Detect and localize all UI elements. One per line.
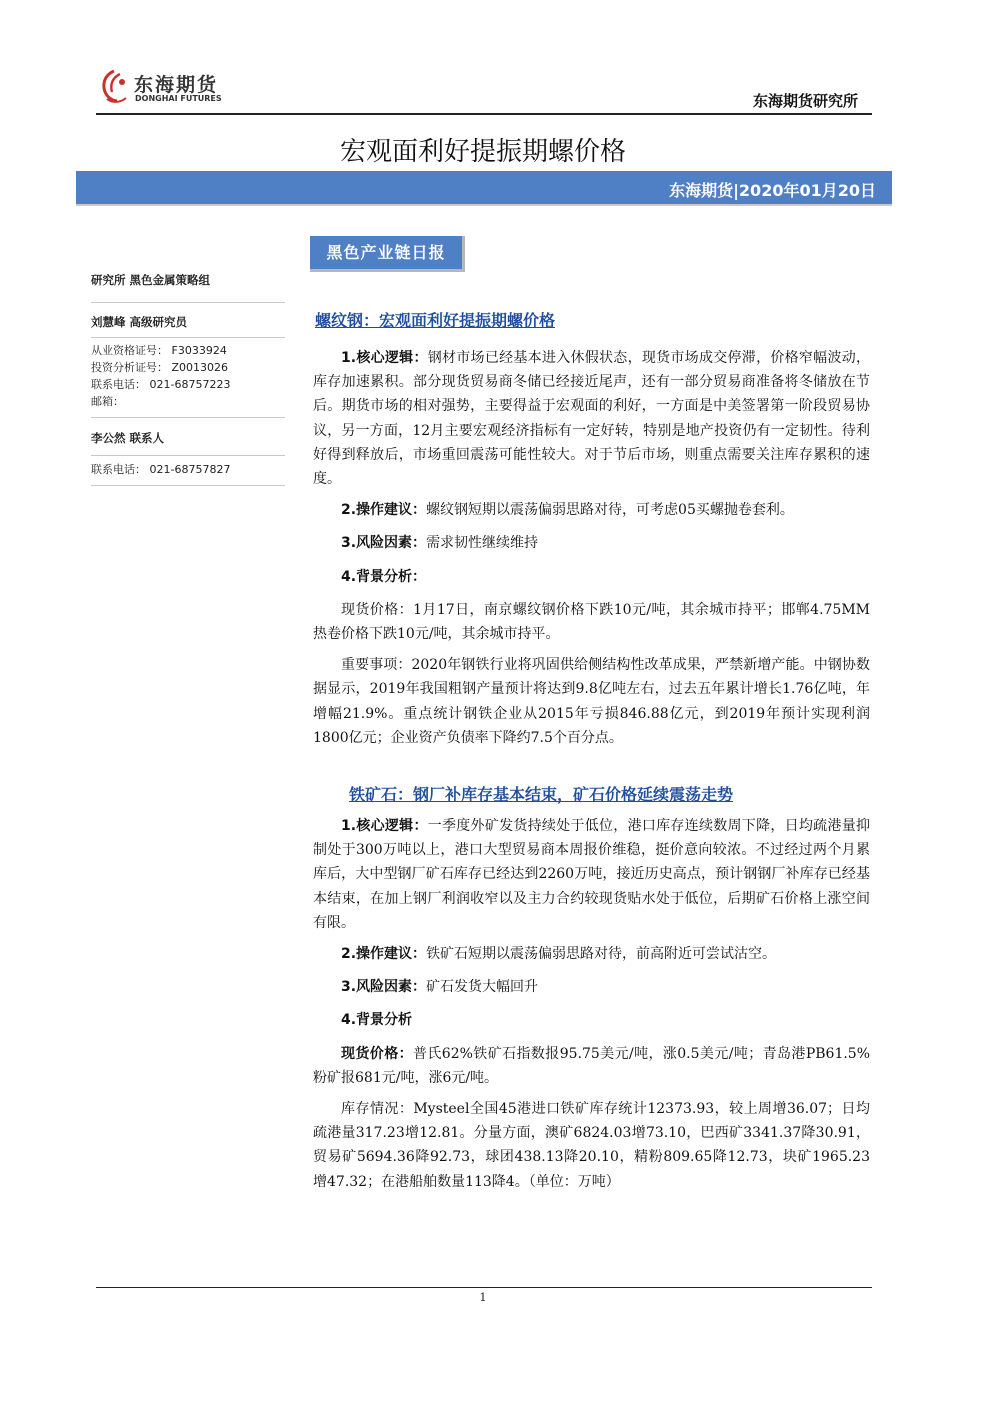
paragraph [313, 498, 870, 522]
section-heading: 螺纹钢：宏观面利好提振期螺价格 [315, 311, 556, 330]
banner-text: 东海期货|2020年01月20日 [669, 181, 876, 200]
paragraph-label: 3.风险因素： [341, 535, 427, 552]
sidebar-divider [91, 417, 285, 418]
paragraph-text: 重要事项：2020年钢铁行业将巩固供给侧结构性改革成果，严禁新增产能。中钢协数据显示，2019年我国粗钢产量预计将达到9.8亿吨左右，过去五年累计增长1.76亿吨，年增幅21.9%。重点统计钢铁企业从2015年亏损846.88亿元，到2019年预计实现利润1800亿元；企业资产负债率下降约7.5个百分点。 [313, 657, 870, 746]
paragraph [313, 598, 870, 646]
logo-chinese-text: 东海期货 [134, 74, 219, 96]
iron-ore-section [313, 782, 870, 1194]
paragraph-text: 铁矿石短期以震荡偏弱思路对待，前高附近可尝试沽空。 [426, 946, 777, 963]
sidebar-license-2: 投资分析证号： Z0013026 [91, 361, 229, 374]
header-divider [96, 113, 872, 115]
sidebar-phone-1: 联系电话： 021-68757223 [91, 378, 231, 391]
page-title: 宏观面利好提振期螺价格 [339, 137, 626, 167]
paragraph-label: 4.背景分析： [341, 568, 427, 585]
rebar-section [313, 308, 870, 750]
paragraph-label: 1.核心逻辑： [341, 818, 428, 835]
page-number: 1 [479, 1291, 487, 1304]
author-sidebar [91, 270, 285, 486]
paragraph-text: 螺纹钢短期以震荡偏弱思路对待，可考虑05买螺抛卷套利。 [426, 502, 794, 519]
report-type-label: 黑色产业链日报 [326, 243, 446, 262]
sidebar-divider [91, 485, 285, 486]
paragraph [313, 565, 870, 589]
report-body [313, 308, 870, 1194]
paragraph [313, 653, 870, 750]
paragraph-text: 需求韧性继续维持 [426, 535, 539, 552]
paragraph-text: 一季度外矿发货持续处于低位，港口库存连续数周下降，日均疏港量抑制处于300万吨以上，港口大型贸易商本周报价维稳，挺价意向较浓。不过经过两个月累库后，大中型钢厂矿石库存已经达到2260万吨，接近历史高点，预计钢钢厂补库存已经基本结束，在加上钢厂利润收窄以及主力合约较现货贴水处于低位，后期矿石价格上涨空间有限。 [313, 818, 870, 931]
paragraph [313, 1042, 870, 1090]
paragraph-label: 4.背景分析 [341, 1012, 413, 1029]
sidebar-divider [91, 302, 285, 303]
paragraph-text: 库存情况：Mysteel全国45港进口铁矿库存统计12373.93，较上周增36.07；日均疏港量317.23增12.81。分量方面，澳矿6824.03增73.10，巴西矿3341.37降30.91，贸易矿5694.36降92.73，球团438.13降20.10，精粉809.65降12.73，块矿1965.23增47.32；在港船舶数量113降4。（单位：万吨） [313, 1101, 870, 1190]
sidebar-phone-2: 联系电话： 021-68757827 [91, 463, 231, 476]
paragraph-label: 2.操作建议： [341, 502, 427, 519]
paragraph [313, 1097, 870, 1194]
paragraph [313, 1008, 870, 1032]
org-name: 东海期货研究所 [752, 92, 858, 110]
sidebar-divider [91, 455, 285, 456]
paragraph-label: 2.操作建议： [341, 946, 427, 963]
paragraph-text: 现货价格：1月17日，南京螺纹钢价格下跌10元/吨，其余城市持平；邯郸4.75MM热卷价格下跌10元/吨，其余城市持平。 [313, 601, 870, 643]
logo-english-text: DONGHAI FUTURES [135, 94, 222, 103]
sidebar-analyst-1: 刘慧峰 高级研究员 [91, 315, 188, 329]
sidebar-analyst-2: 李公然 联系人 [91, 431, 165, 445]
paragraph [313, 975, 870, 999]
paragraph-label: 3.风险因素： [341, 979, 427, 996]
paragraph [313, 346, 870, 491]
sidebar-email: 邮箱： [91, 395, 124, 408]
date-banner [76, 171, 892, 206]
donghai-logo-icon [98, 68, 130, 104]
sidebar-license-1: 从业资格证号： F3033924 [91, 344, 227, 357]
paragraph [313, 942, 870, 966]
paragraph-label: 现货价格： [341, 1045, 413, 1062]
paragraph [313, 814, 870, 935]
sidebar-divider [91, 337, 285, 338]
footer-divider [96, 1287, 872, 1288]
report-type-tag [310, 236, 465, 272]
paragraph-text: 矿石发货大幅回升 [426, 979, 539, 996]
paragraph [313, 531, 870, 555]
paragraph-text: 钢材市场已经基本进入休假状态，现货市场成交停滞，价格窄幅波动，库存加速累积。部分现货贸易商冬储已经接近尾声，还有一部分贸易商准备将冬储放在节后。期货市场的相对强势，主要得益于宏观面的利好，一方面是中美签署第一阶段贸易协议，另一方面，12月主要宏观经济指标有一定好转，特别是地产投资仍有一定韧性。待利好得到释放后，市场重回震荡可能性较大。对于节后市场，则重点需要关注库存累积的速度。 [313, 350, 870, 488]
section-heading: 铁矿石：钢厂补库存基本结束，矿石价格延续震荡走势 [349, 785, 734, 805]
paragraph-text: 普氏62%铁矿石指数报95.75美元/吨，涨0.5美元/吨；青岛港PB61.5%粉矿报681元/吨，涨6元/吨。 [313, 1045, 871, 1086]
company-logo [98, 66, 238, 110]
sidebar-dept: 研究所 黑色金属策略组 [91, 273, 211, 287]
paragraph-label: 1.核心逻辑： [341, 350, 428, 366]
